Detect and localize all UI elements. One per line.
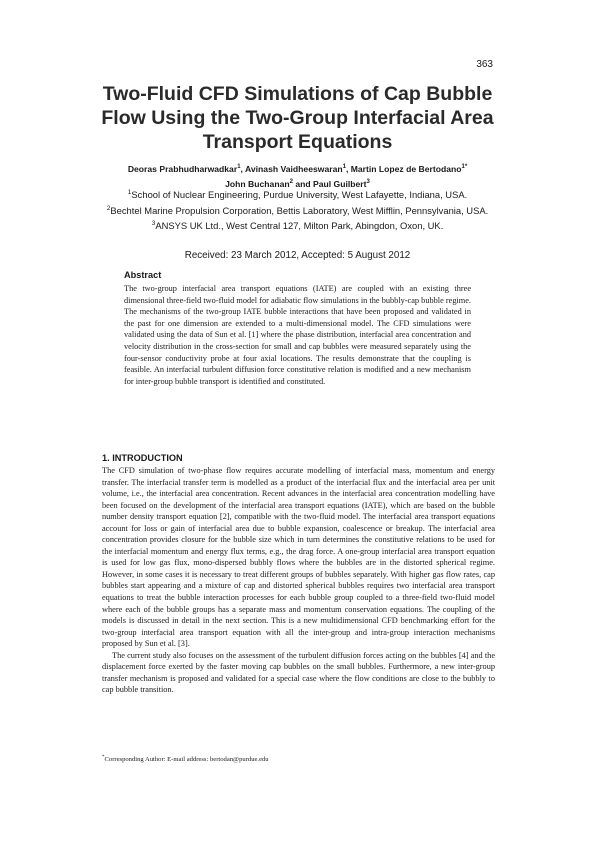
body-paragraph: The current study also focuses on the assessment of the turbulent diffusion forces acting on the bubbles [4] and the displacement force exerted by the faster moving cap bubbles on the small bubbles. Furthermore, a new inter-group transfer mechanism is proposed and validated for a special case where the flow conditions are close to the bubbly to cap bubble transition. <box>102 650 495 695</box>
affiliation <box>100 202 495 218</box>
affiliation-mark: 2 <box>106 204 111 212</box>
author-affiliation-mark: 2 <box>289 178 293 185</box>
footnote <box>102 755 269 763</box>
author-separator: , <box>345 163 351 174</box>
author-separator: and <box>292 178 314 189</box>
introduction-body <box>102 465 495 696</box>
author-affiliation-mark: 3 <box>366 178 370 185</box>
affiliation-mark: 1 <box>127 189 132 196</box>
affiliation-list <box>100 186 495 233</box>
author-name: Deoras Prabhudharwadkar <box>127 163 238 174</box>
author-affiliation-mark: 1 <box>237 164 241 170</box>
affiliation-text: Bechtel Marine Propulsion Corporation, Bettis Laboratory, West Mifflin, Pennsylvania, USA. <box>110 204 489 216</box>
author-separator: , <box>240 163 245 174</box>
affiliation-mark: 3 <box>151 220 156 228</box>
author-name: Paul Guilbert <box>313 178 367 189</box>
author-affiliation-mark: 1 <box>342 164 346 170</box>
author-affiliation-mark: 1* <box>461 164 468 170</box>
body-paragraph: The CFD simulation of two-phase flow requires accurate modelling of interfacial mass, momentum and energy transfer. The interfacial transfer term is modelled as a product of the interfacial flux and the interfacial area per unit volume, i.e., the interfacial area concentration. Recent advances in the interfacial area concentration modelling have been focused on the development of the interfacial area transport equations (IATE), which are based on the bubble number density transport equation [2], compatible with the two-fluid model. The interfacial area transport equations account for loss or gain of interfacial area due to bubble expansion, coalescence or breakup. The interfacial area concentration provides closure for the bubble size which in turn determines the constitutive relations to be used for the interfacial momentum and energy flux terms, e.g., the drag force. A one-group interfacial area transport equation is used for low gas flux, mono-dispersed bubbly flows where the bubbles are in the distorted spherical regime. However, in some cases it is necessary to treat different groups of bubbles separately. With higher gas flow rates, cap bubbles start appearing and a mixture of cap and distorted spherical bubbles requires two interfacial area transport equations to treat the bubble interaction processes for each bubble group coupled to a three-field two-fluid model where each of the bubble groups has a separate mass and momentum conservation equations. The coupling of the models is discussed in detail in the next section. This is a new multidimensional CFD benchmarking effort for the two-group interfacial area transport equation with all the inter-group and intra-group interaction mechanisms proposed by Sun et al. [3]. <box>102 466 495 649</box>
affiliation-text: ANSYS UK Ltd., West Central 127, Milton Park, Abingdon, Oxon, UK. <box>155 220 444 232</box>
affiliation-text: School of Nuclear Engineering, Purdue University, West Lafayette, Indiana, USA. <box>131 189 468 201</box>
section-heading: 1. INTRODUCTION <box>102 453 183 463</box>
abstract-text: The two-group interfacial area transport equations (IATE) are coupled with an existing three dimensional three-field two-fluid model for adiabatic flow simulations in the bubbly-cap bubble regime. The mechanisms of the two-group IATE bubble interactions that have been proposed and validated in the past for one dimension are extended to a multi-dimensional model. The CFD simulations were validated using the data of Sun et al. [1] where the phase distribution, interfacial area concentration and velocity distribution in the cross-section for small and cap bubbles were measured separately using the four-sensor conductivity probe at four axial locations. The results demonstrate that the coupling is feasible. An interfacial turbulent diffusion force constitutive relation is modified and a new mechanism for inter-group bubble transport is identified and constituted. <box>124 284 471 386</box>
footnote-mark: * <box>102 755 105 760</box>
author-name: John Buchanan <box>225 178 290 189</box>
affiliation <box>100 217 495 233</box>
paper-title: Two-Fluid CFD Simulations of Cap Bubble Flow Using the Two-Group Interfacial Area Transport Equations <box>101 83 494 153</box>
abstract-heading: Abstract <box>124 270 162 280</box>
page-number: 363 <box>476 59 493 70</box>
footnote-text: Corresponding Author: E-mail address: bertodan@purdue.edu <box>104 756 269 764</box>
received-dates: Received: 23 March 2012, Accepted: 5 August 2012 <box>184 250 411 261</box>
author-name: Martin Lopez de Bertodano <box>350 163 462 174</box>
author-name: Avinash Vaidheeswaran <box>245 163 343 174</box>
affiliation <box>100 186 495 202</box>
